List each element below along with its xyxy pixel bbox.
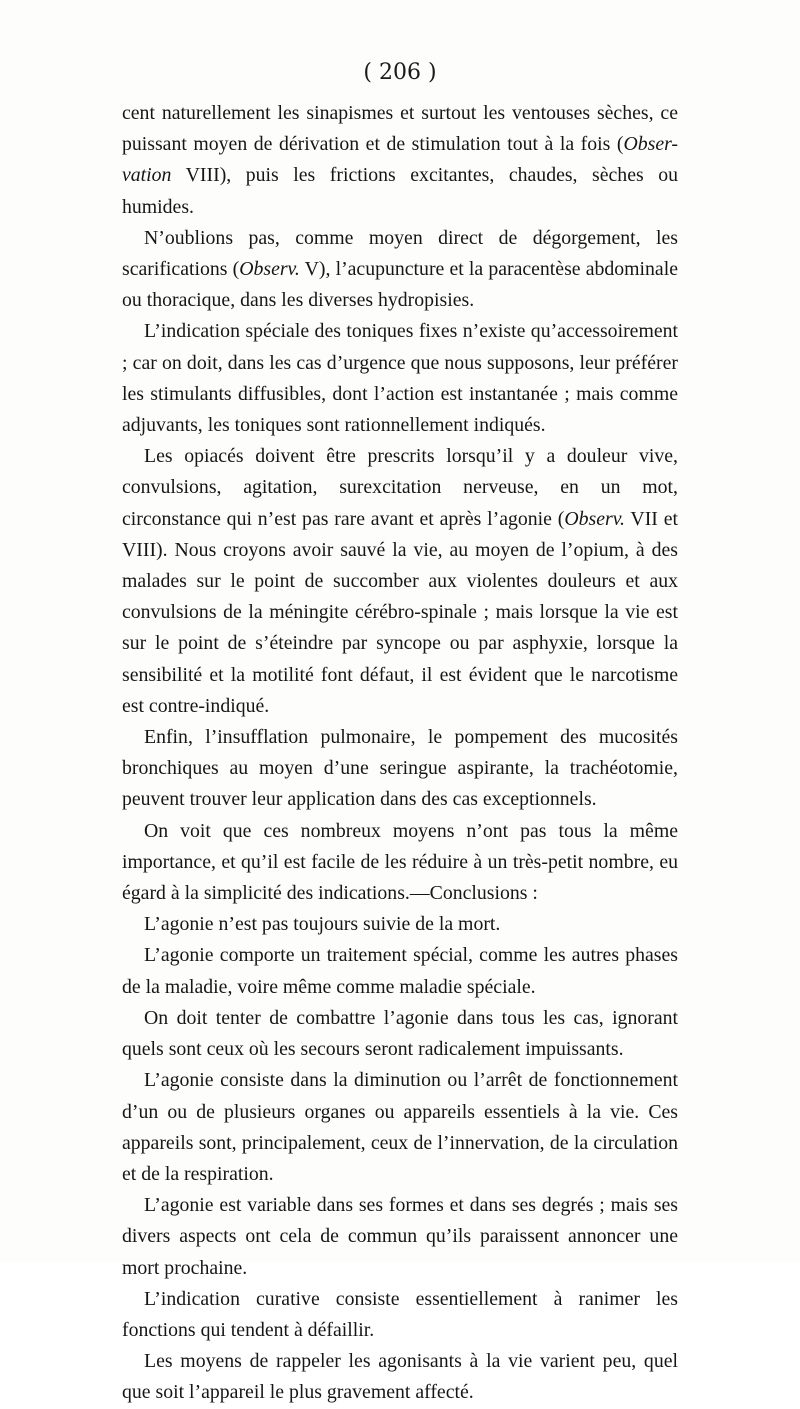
italic-reference: Obser-vation (122, 133, 678, 187)
paragraph (122, 722, 678, 816)
text-run: L’agonie consiste dans la diminution ou l’arrêt de fonctionnement d’un ou de plusieurs organes ou appareils essentiels à la vie. Ces appareils sont, principalement, ceux de l’innervation, de la circulation et de la respiration. (122, 1069, 678, 1185)
text-run: VII et VIII). Nous croyons avoir sauvé la vie, au moyen de l’opium, à des malades sur le point de succomber aux violentes douleurs et aux convulsions de la méningite cérébro-spinale ; mais lorsque la vie est sur le point de s’éteindre par syncope ou par asphyxie, lorsque la sensibilité et la motilité font défaut, il est évident que le narcotisme est contre-indiqué. (122, 507, 678, 717)
text-run: V), l’acupuncture et la paracentèse abdominale ou thoracique, dans les diverses hydropisies. (122, 258, 678, 312)
text-run: Enfin, l’insufflation pulmonaire, le pompement des mucosités bronchiques au moyen d’une seringue aspirante, la trachéotomie, peuvent trouver leur application dans des cas exceptionnels. (122, 726, 678, 811)
text-run: L’agonie comporte un traitement spécial, comme les autres phases de la maladie, voire même comme maladie spéciale. (122, 944, 678, 998)
paragraph (122, 316, 678, 441)
paragraph (122, 98, 678, 223)
italic-reference: Observ. (239, 258, 300, 281)
paragraph (122, 1065, 678, 1190)
paragraph (122, 1346, 678, 1408)
page-number: ( 206 ) (363, 60, 437, 85)
text-run: VIII), puis les frictions excitantes, chaudes, sèches ou humides. (122, 164, 678, 218)
italic-reference: Observ. (564, 507, 625, 530)
paragraph (122, 1003, 678, 1065)
text-run: L’agonie n’est pas toujours suivie de la mort. (144, 913, 501, 936)
text-run: On doit tenter de combattre l’agonie dans tous les cas, ignorant quels sont ceux où les secours seront radicalement impuissants. (122, 1006, 678, 1061)
text-run: Les moyens de rappeler les agonisants à la vie varient peu, quel que soit l’appareil le plus gravement affecté. (122, 1350, 678, 1404)
text-run: L’agonie est variable dans ses formes et dans ses degrés ; mais ses divers aspects ont cela de commun qu’ils paraissent annoncer une mort prochaine. (122, 1194, 678, 1279)
paragraph (122, 1284, 678, 1346)
paragraph (122, 223, 678, 317)
text-run: L’indication curative consiste essentiellement à ranimer les fonctions qui tendent à défaillir. (122, 1287, 678, 1341)
text-run: Les opiacés doivent être prescrits lorsqu’il y a douleur vive, convulsions, agitation, surexcitation nerveuse, en un mot, circonstance qui n’est pas rare avant et après l’agonie ( (122, 445, 678, 530)
paragraph (122, 909, 678, 940)
text-run: L’indication spéciale des toniques fixes n’existe qu’accessoirement ; car on doit, dans les cas d’urgence que nous supposons, leur préférer les stimulants diffusibles, dont l’action est instantanée ; mais comme adjuvants, les toniques sont rationnellement indiqués. (122, 320, 678, 437)
text-run: On voit que ces nombreux moyens n’ont pas tous la même importance, et qu’il est facile de les réduire à un très-petit nombre, eu égard à la simplicité des indications.—Conclusions : (122, 819, 678, 905)
text-run: N’oublions pas, comme moyen direct de dégorgement, les scarifications ( (122, 226, 678, 281)
paragraph (122, 816, 678, 910)
text-run: cent naturellement les sinapismes et surtout les ventouses sèches, ce puissant moyen de dérivation et de stimulation tout à la fois ( (122, 102, 678, 156)
paragraph (122, 940, 678, 1002)
body-text (122, 98, 678, 1409)
paragraph (122, 1190, 678, 1284)
paragraph (122, 441, 678, 722)
